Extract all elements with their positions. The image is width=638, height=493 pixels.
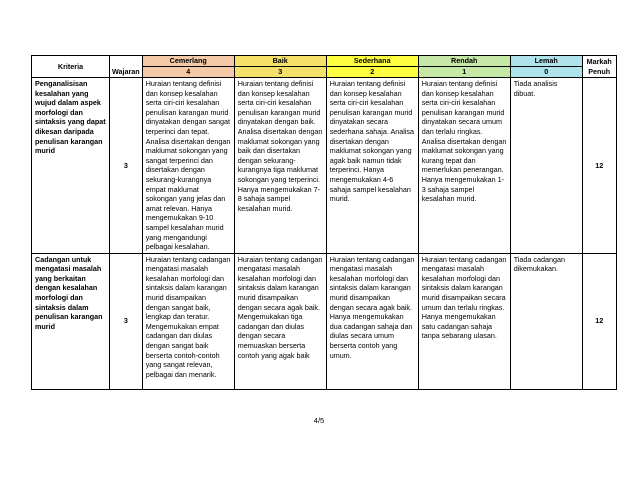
- header-kriteria: Kriteria: [32, 56, 110, 78]
- header-row-levels: [32, 56, 617, 67]
- markah-cell: 12: [582, 253, 616, 389]
- level-score-sederhana: 2: [326, 67, 418, 78]
- table-row: [32, 253, 617, 389]
- wajaran-cell: 3: [110, 253, 143, 389]
- level-name-sederhana: Sederhana: [326, 56, 418, 67]
- descriptor-rendah: Huraian tentang definisi dan konsep kesalahan serta ciri-ciri kesalahan penulisan karangan murid dinyatakan secara umum dan terlalu ringkas. Analisa disertakan dengan maklumat sokongan yang kurang tepat dan memerlukan penerangan. Hanya mengemukakan 1-3 sahaja sampel kesalahan murid.: [418, 78, 510, 254]
- descriptor-baik: Huraian tentang definisi dan konsep kesalahan serta ciri-ciri kesalahan penulisan karangan murid dinyatakan dengan baik. Analisa disertakan dengan maklumat sokongan yang baik dan disertakan dengan sekurang-kurangnya tiga maklumat sokongan yang terperinci. Hanya mengemukakan 7-8 sahaja sampel kesalahan murid.: [234, 78, 326, 254]
- descriptor-rendah: Huraian tentang cadangan mengatasi masalah kesalahan morfologi dan sintaksis dalam karangan murid disampaikan secara umum dan terlalu ringkas. Hanya mengemukakan satu cadangan sahaja tanpa sebarang ulasan.: [418, 253, 510, 389]
- descriptor-lemah: Tiada analisis dibuat.: [510, 78, 582, 254]
- descriptor-sederhana: Huraian tentang definisi dan konsep kesalahan serta ciri-ciri kesalahan penulisan karangan murid dinyatakan secara sederhana sahaja. Analisa disertakan dengan maklumat sokongan yang agak baik namun tidak terperinci. Hanya mengemukakan 4-6 sahaja sampel kesalahan murid.: [326, 78, 418, 254]
- level-score-lemah: 0: [510, 67, 582, 78]
- markah-cell: 12: [582, 78, 616, 254]
- criteria-cell: Penganalisisan kesalahan yang wujud dalam aspek morfologi dan sintaksis yang dapat dikesan daripada penulisan karangan murid: [32, 78, 110, 254]
- level-score-baik: 3: [234, 67, 326, 78]
- descriptor-cemerlang: Huraian tentang definisi dan konsep kesalahan serta ciri-ciri kesalahan penulisan karangan murid dinyatakan dengan sangat terperinci dan tepat. Analisa disertakan dengan maklumat sokongan yang sangat terperinci dan disertakan dengan sekurang-kurangnya empat maklumat sokongan yang jelas dan amat relevan. Hanya mengemukakan 9-10 sampel kesalahan murid yang mengandungi pelbagai kesalahan.: [142, 78, 234, 254]
- page-number: 4/5: [313, 416, 325, 425]
- rubric-table: [31, 55, 617, 390]
- level-score-rendah: 1: [418, 67, 510, 78]
- level-name-lemah: Lemah: [510, 56, 582, 67]
- header-row-scores: [32, 67, 617, 78]
- descriptor-cemerlang: Huraian tentang cadangan mengatasi masalah kesalahan morfologi dan sintaksis dalam karangan murid disampaikan dengan sangat baik, lengkap dan teratur. Mengemukakan empat cadangan dan diulas dengan sangat baik berserta contoh-contoh yang sangat relevan, pelbagai dan menarik.: [142, 253, 234, 389]
- header-wajaran-blank: [110, 56, 143, 67]
- descriptor-lemah: Tiada cadangan dikemukakan.: [510, 253, 582, 389]
- header-wajaran: Wajaran: [110, 67, 143, 78]
- descriptor-baik: Huraian tentang cadangan mengatasi masalah kesalahan morfologi dan sintaksis dalam karangan murid disampaikan dengan secara agak baik. Mengemukakan tiga cadangan dan diulas dengan secara memuaskan berserta contoh yang agak baik: [234, 253, 326, 389]
- level-score-cemerlang: 4: [142, 67, 234, 78]
- descriptor-sederhana: Huraian tentang cadangan mengatasi masalah kesalahan morfologi dan sintaksis dalam karangan murid disampaikan dengan secara agak baik. Hanya mengemukakan dua cadangan sahaja dan diulas secara umum berserta contoh yang umum.: [326, 253, 418, 389]
- level-name-rendah: Rendah: [418, 56, 510, 67]
- criteria-cell: Cadangan untuk mengatasi masalah yang berkaitan dengan kesalahan morfologi dan sintaksis dalam penulisan karangan murid: [32, 253, 110, 389]
- header-markah-penuh: Markah Penuh: [582, 56, 616, 78]
- level-name-cemerlang: Cemerlang: [142, 56, 234, 67]
- table-row: [32, 78, 617, 254]
- wajaran-cell: 3: [110, 78, 143, 254]
- level-name-baik: Baik: [234, 56, 326, 67]
